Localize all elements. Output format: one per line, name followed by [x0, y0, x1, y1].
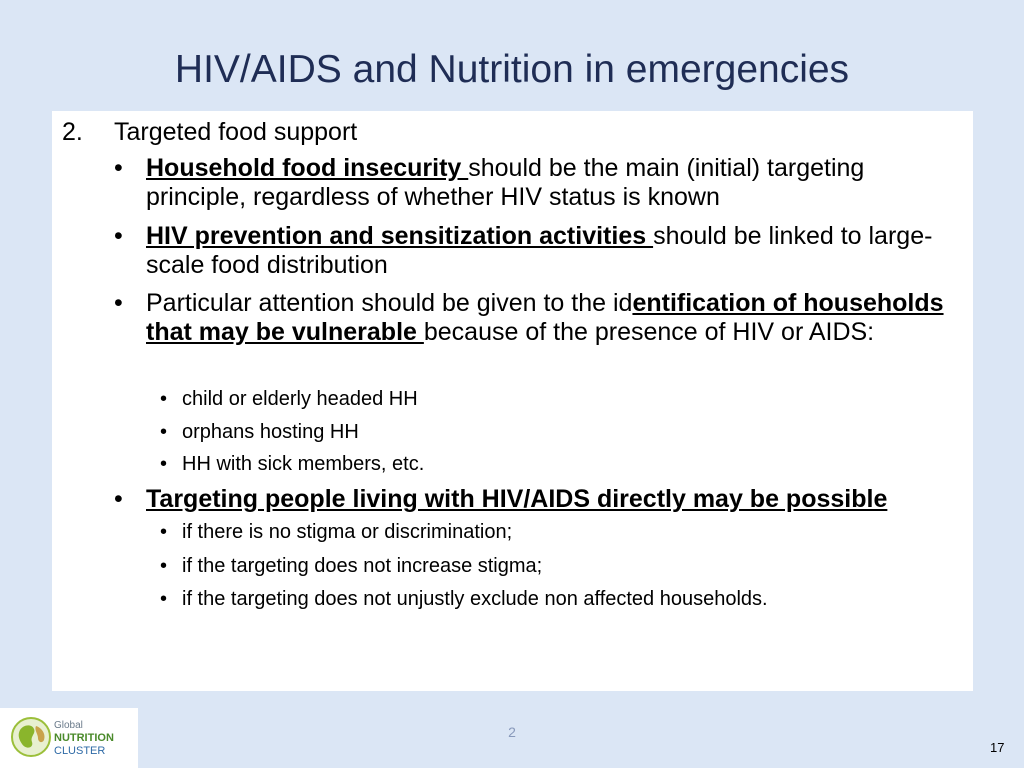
- sub-bullet-text: if there is no stigma or discrimination;: [182, 521, 513, 543]
- content-box: [52, 111, 973, 691]
- bullet-text-pre: Particular attention should be given to the id: [146, 289, 633, 317]
- logo-line-2: NUTRITION: [54, 732, 114, 744]
- bullet-emphasis: HIV prevention and sensitization activities: [146, 222, 654, 250]
- bullet-dot: •: [114, 222, 123, 250]
- bullet-dot: •: [114, 485, 123, 513]
- sub-bullet-dot: •: [160, 521, 168, 543]
- sub-bullet-dot: •: [160, 421, 168, 443]
- section-heading-text: Targeted food support: [114, 118, 358, 146]
- bullet-text: should be the main (initial) targeting principle, regardless of whether HIV status is known: [146, 154, 865, 211]
- sub-bullet-dot: •: [160, 588, 168, 610]
- sub-bullet-text: HH with sick members, etc.: [182, 453, 425, 475]
- sub-bullet-text: if the targeting does not increase stigma;: [182, 555, 543, 577]
- slide-title: HIV/AIDS and Nutrition in emergencies: [174, 48, 850, 91]
- page-number: 17: [990, 740, 1005, 755]
- section-number: 2.: [62, 118, 83, 146]
- bullet-text: should be linked to large-scale food distribution: [146, 222, 933, 279]
- bullet-emphasis: Household food insecurity: [146, 154, 469, 182]
- bullet-emphasis: entification of households that may be vulnerable: [146, 289, 944, 346]
- global-nutrition-cluster-logo: [0, 708, 138, 768]
- bullet-text: because of the presence of HIV or AIDS:: [423, 318, 875, 346]
- bullet-dot: •: [114, 289, 123, 317]
- sub-bullet-dot: •: [160, 555, 168, 577]
- bullet-emphasis: Targeting people living with HIV/AIDS directly may be possible: [146, 485, 888, 513]
- sub-bullet-text: if the targeting does not unjustly exclude non affected households.: [182, 588, 768, 610]
- sub-bullet-dot: •: [160, 453, 168, 475]
- sub-bullet-dot: •: [160, 388, 168, 410]
- logo-line-1: Global: [54, 720, 83, 731]
- sub-bullet-text: child or elderly headed HH: [182, 388, 418, 410]
- sub-bullet-text: orphans hosting HH: [182, 421, 359, 443]
- bullet-dot: •: [114, 154, 123, 182]
- slide-number: 2: [508, 724, 516, 740]
- logo-line-3: CLUSTER: [54, 745, 106, 757]
- globe-icon: [10, 716, 52, 758]
